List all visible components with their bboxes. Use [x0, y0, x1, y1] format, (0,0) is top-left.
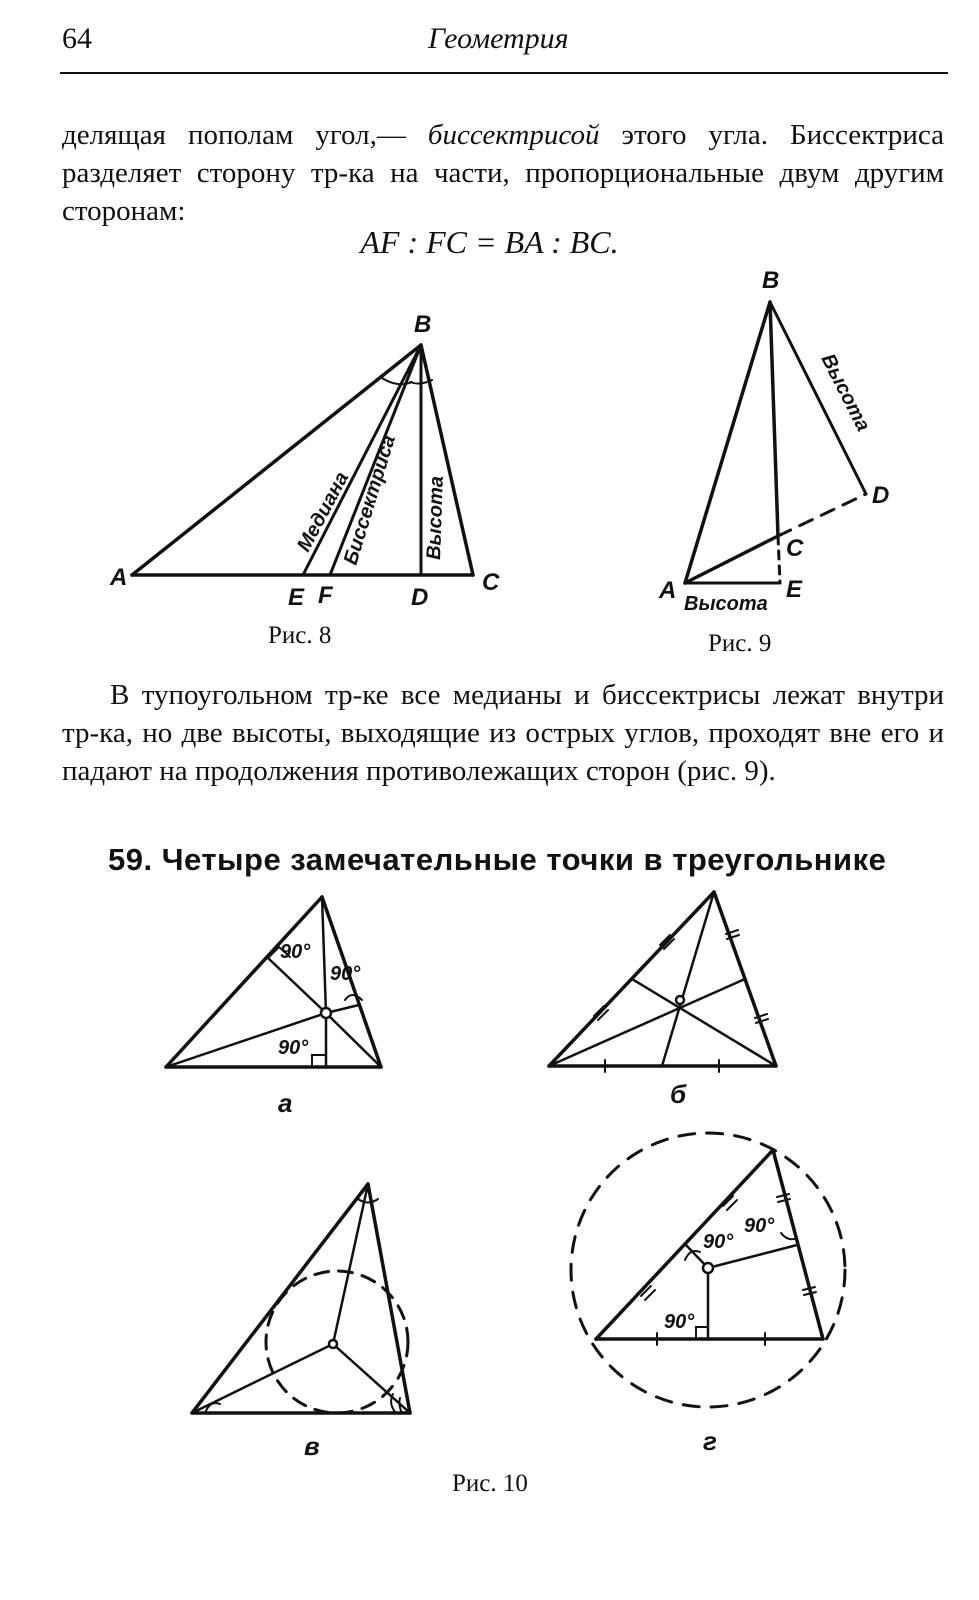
fig8-median-label: Медиана — [292, 468, 354, 556]
fig9-label-d: D — [872, 482, 890, 509]
p1-before: делящая пополам угол,— — [62, 119, 428, 151]
fig10v-diagram — [192, 1184, 410, 1413]
fig10g-angle-2: 90° — [744, 1215, 775, 1237]
fig10a-angle-2: 90° — [330, 963, 361, 985]
fig8-label-c: C — [482, 569, 500, 596]
fig8-label-d: D — [411, 584, 429, 611]
fig8-label-e: E — [288, 584, 305, 611]
fig10g-angle-3: 90° — [664, 1311, 695, 1333]
fig9-label-a: A — [659, 577, 677, 604]
fig10-sub-g: г — [703, 1426, 717, 1456]
fig10-caption: Рис. 10 — [452, 1470, 528, 1497]
fig10-sub-v: в — [304, 1431, 320, 1461]
section-number: 59. — [108, 842, 153, 877]
section-title: Четыре замечательные точки в треугольнике — [161, 842, 887, 877]
fig10b-diagram — [549, 892, 776, 1072]
fig9-side-ac — [685, 536, 778, 583]
section-heading — [108, 842, 886, 878]
fig9-height-ae-label: Высота — [684, 593, 768, 615]
fig9-side-ab — [685, 302, 770, 583]
fig10a-angle-1: 90° — [280, 941, 311, 963]
fig9-ext-bc — [778, 536, 780, 583]
fig8-label-b: B — [414, 311, 432, 338]
fig9-label-c: C — [786, 535, 804, 562]
fig10-sub-a: а — [278, 1088, 293, 1118]
fig8-caption: Рис. 8 — [268, 622, 332, 649]
fig8-label-a: A — [110, 564, 128, 591]
fig9-side-bc — [770, 302, 778, 536]
page-number: 64 — [62, 22, 92, 55]
running-title: Геометрия — [428, 22, 569, 55]
fig9-label-e: E — [786, 576, 803, 603]
paragraph-obtuse — [62, 676, 944, 790]
fig9-ext-ac — [778, 494, 866, 536]
fig10g-angle-1: 90° — [703, 1231, 734, 1253]
p1-term: биссектрисой — [427, 119, 600, 151]
fig9-diagram — [685, 302, 866, 583]
p1-after: этого угла. Биссектриса разделяет сторону тр-ка на части, пропорциональные двум другим сторонам: — [62, 119, 945, 227]
fig10-sub-b: б — [670, 1079, 687, 1109]
fig9-height-bd-label: Высота — [816, 350, 875, 435]
fig8-bisector-label: Биссектриса — [339, 432, 401, 568]
fig9-label-b: B — [762, 267, 780, 294]
fig10a-angle-3: 90° — [278, 1037, 309, 1059]
proportion-formula: AF : FC = BA : BC. — [360, 224, 619, 260]
fig8-height-label: Высота — [423, 475, 448, 561]
p2-text: В тупоугольном тр-ке все медианы и биссектрисы лежат внутри тр-ка, но две высоты, выходящие из острых углов, проходят вне его и падают на продолжения противолежащих сторон (рис. 9). — [62, 679, 944, 787]
fig9-caption: Рис. 9 — [708, 630, 772, 657]
fig8-label-f: F — [318, 582, 333, 609]
